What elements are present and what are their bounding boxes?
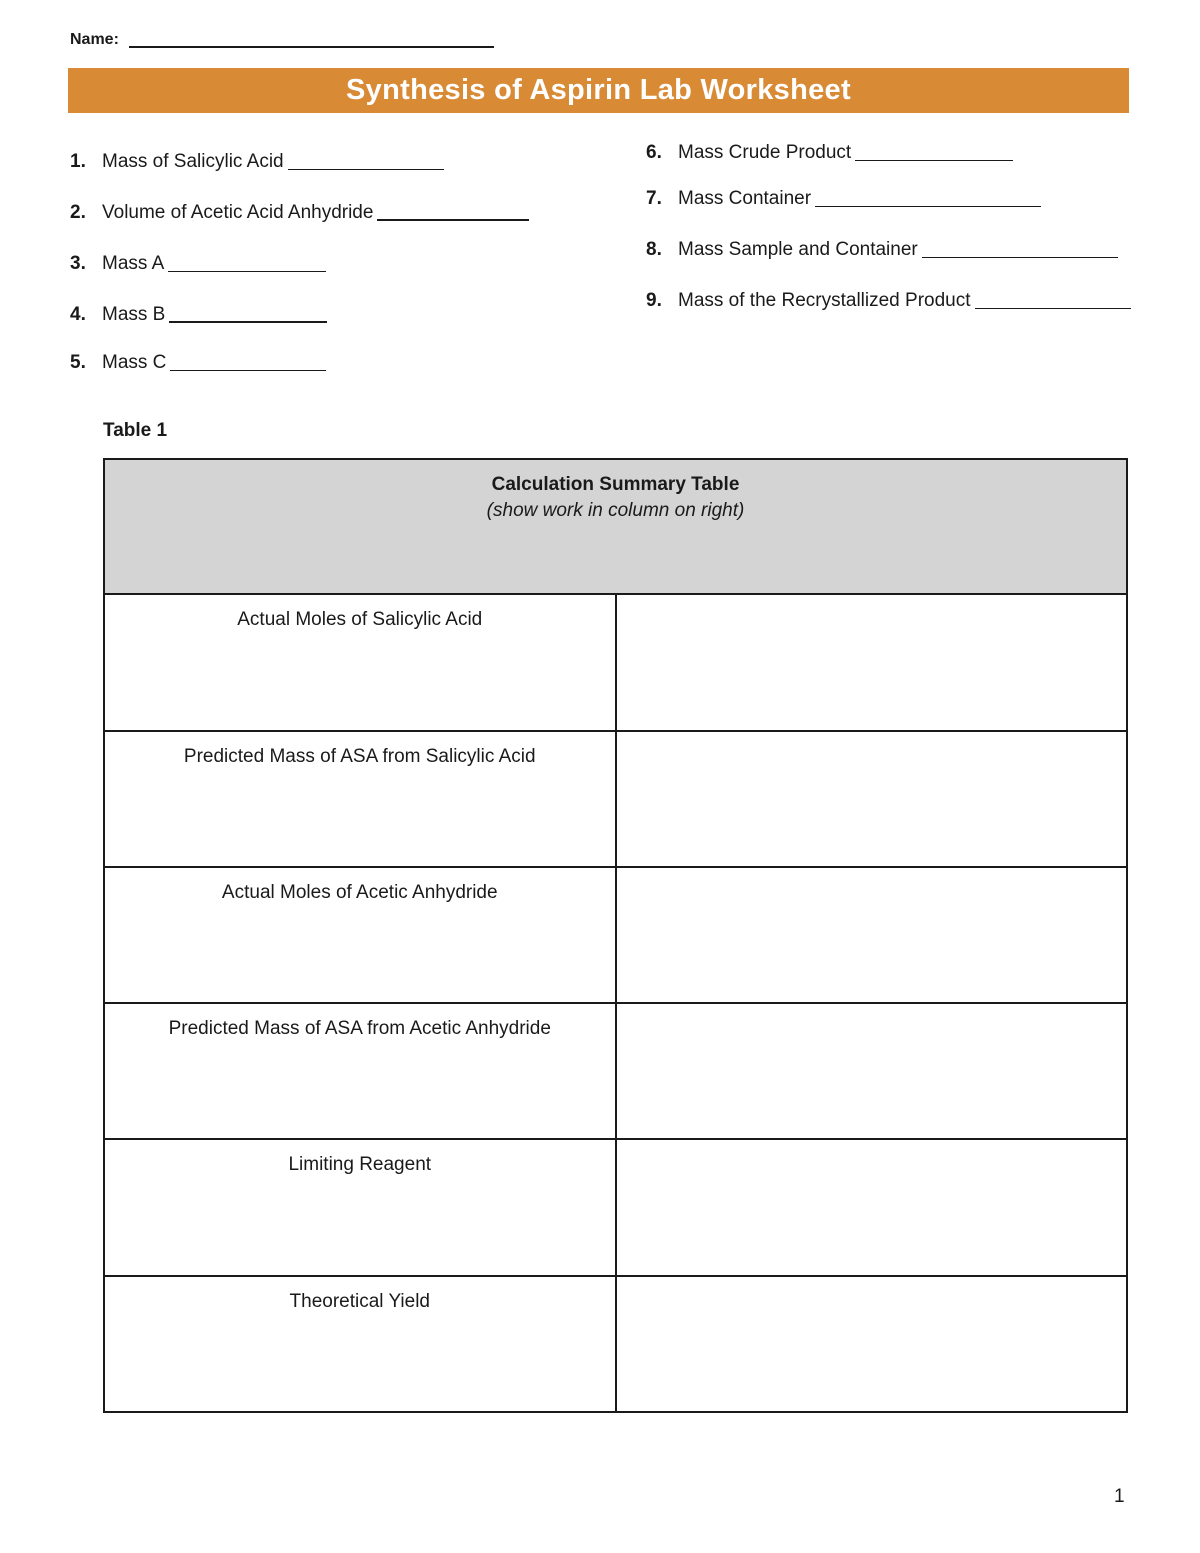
row-label: Limiting Reagent xyxy=(104,1139,616,1275)
work-cell[interactable] xyxy=(616,1003,1128,1139)
item-label: Mass B xyxy=(102,304,166,325)
table-row xyxy=(104,594,1127,730)
work-cell[interactable] xyxy=(616,594,1128,730)
work-cell[interactable] xyxy=(616,1276,1128,1412)
item-number: 7. xyxy=(646,188,662,209)
item-label: Mass Container xyxy=(678,188,812,209)
name-field[interactable] xyxy=(129,46,494,48)
list-item-9 xyxy=(646,289,1131,313)
row-label: Actual Moles of Acetic Anhydride xyxy=(104,867,616,1003)
row-label: Predicted Mass of ASA from Acetic Anhydride xyxy=(104,1003,616,1139)
item-label: Mass of Salicylic Acid xyxy=(102,151,284,172)
list-item-4 xyxy=(70,303,327,327)
work-cell[interactable] xyxy=(616,1139,1128,1275)
row-label: Predicted Mass of ASA from Salicylic Acid xyxy=(104,731,616,867)
answer-blank[interactable] xyxy=(922,257,1118,258)
table-header-title: Calculation Summary Table xyxy=(491,474,740,495)
item-label: Mass Crude Product xyxy=(678,142,852,163)
list-item-1 xyxy=(70,150,444,174)
item-label: Volume of Acetic Acid Anhydride xyxy=(102,202,374,223)
item-number: 6. xyxy=(646,142,662,163)
worksheet-title: Synthesis of Aspirin Lab Worksheet xyxy=(346,74,851,106)
answer-blank[interactable] xyxy=(170,370,326,371)
row-label: Actual Moles of Salicylic Acid xyxy=(104,594,616,730)
name-label: Name: xyxy=(70,31,119,48)
table-header-subtitle: (show work in column on right) xyxy=(486,500,745,521)
page-number: 1 xyxy=(1114,1486,1125,1507)
name-row xyxy=(70,30,494,50)
item-number: 2. xyxy=(70,202,86,223)
title-banner xyxy=(68,68,1129,113)
answer-blank[interactable] xyxy=(377,219,529,221)
item-label: Mass C xyxy=(102,352,167,373)
answer-blank[interactable] xyxy=(975,308,1131,309)
item-number: 8. xyxy=(646,239,662,260)
item-number: 3. xyxy=(70,253,86,274)
table-header-cell xyxy=(104,459,1127,594)
answer-blank[interactable] xyxy=(855,160,1013,161)
answer-blank[interactable] xyxy=(168,271,326,272)
answer-blank[interactable] xyxy=(815,206,1041,207)
list-item-5 xyxy=(70,351,326,375)
table-header-row xyxy=(104,459,1127,594)
table-row xyxy=(104,867,1127,1003)
answer-blank[interactable] xyxy=(288,169,444,170)
answer-blank[interactable] xyxy=(169,321,327,323)
list-item-8 xyxy=(646,238,1118,262)
item-label: Mass of the Recrystallized Product xyxy=(678,290,971,311)
table-caption: Table 1 xyxy=(103,420,168,441)
item-label: Mass Sample and Container xyxy=(678,239,918,260)
work-cell[interactable] xyxy=(616,867,1128,1003)
table-row xyxy=(104,1139,1127,1275)
item-number: 1. xyxy=(70,151,86,172)
table-row xyxy=(104,1003,1127,1139)
list-item-3 xyxy=(70,252,326,276)
row-label: Theoretical Yield xyxy=(104,1276,616,1412)
item-number: 5. xyxy=(70,352,86,373)
list-item-2 xyxy=(70,201,529,225)
work-cell[interactable] xyxy=(616,731,1128,867)
item-label: Mass A xyxy=(102,253,165,274)
list-item-6 xyxy=(646,141,1013,165)
item-number: 4. xyxy=(70,304,86,325)
item-number: 9. xyxy=(646,290,662,311)
table-row xyxy=(104,731,1127,867)
table-row xyxy=(104,1276,1127,1412)
calculation-summary-table xyxy=(103,458,1128,1413)
list-item-7 xyxy=(646,187,1041,211)
